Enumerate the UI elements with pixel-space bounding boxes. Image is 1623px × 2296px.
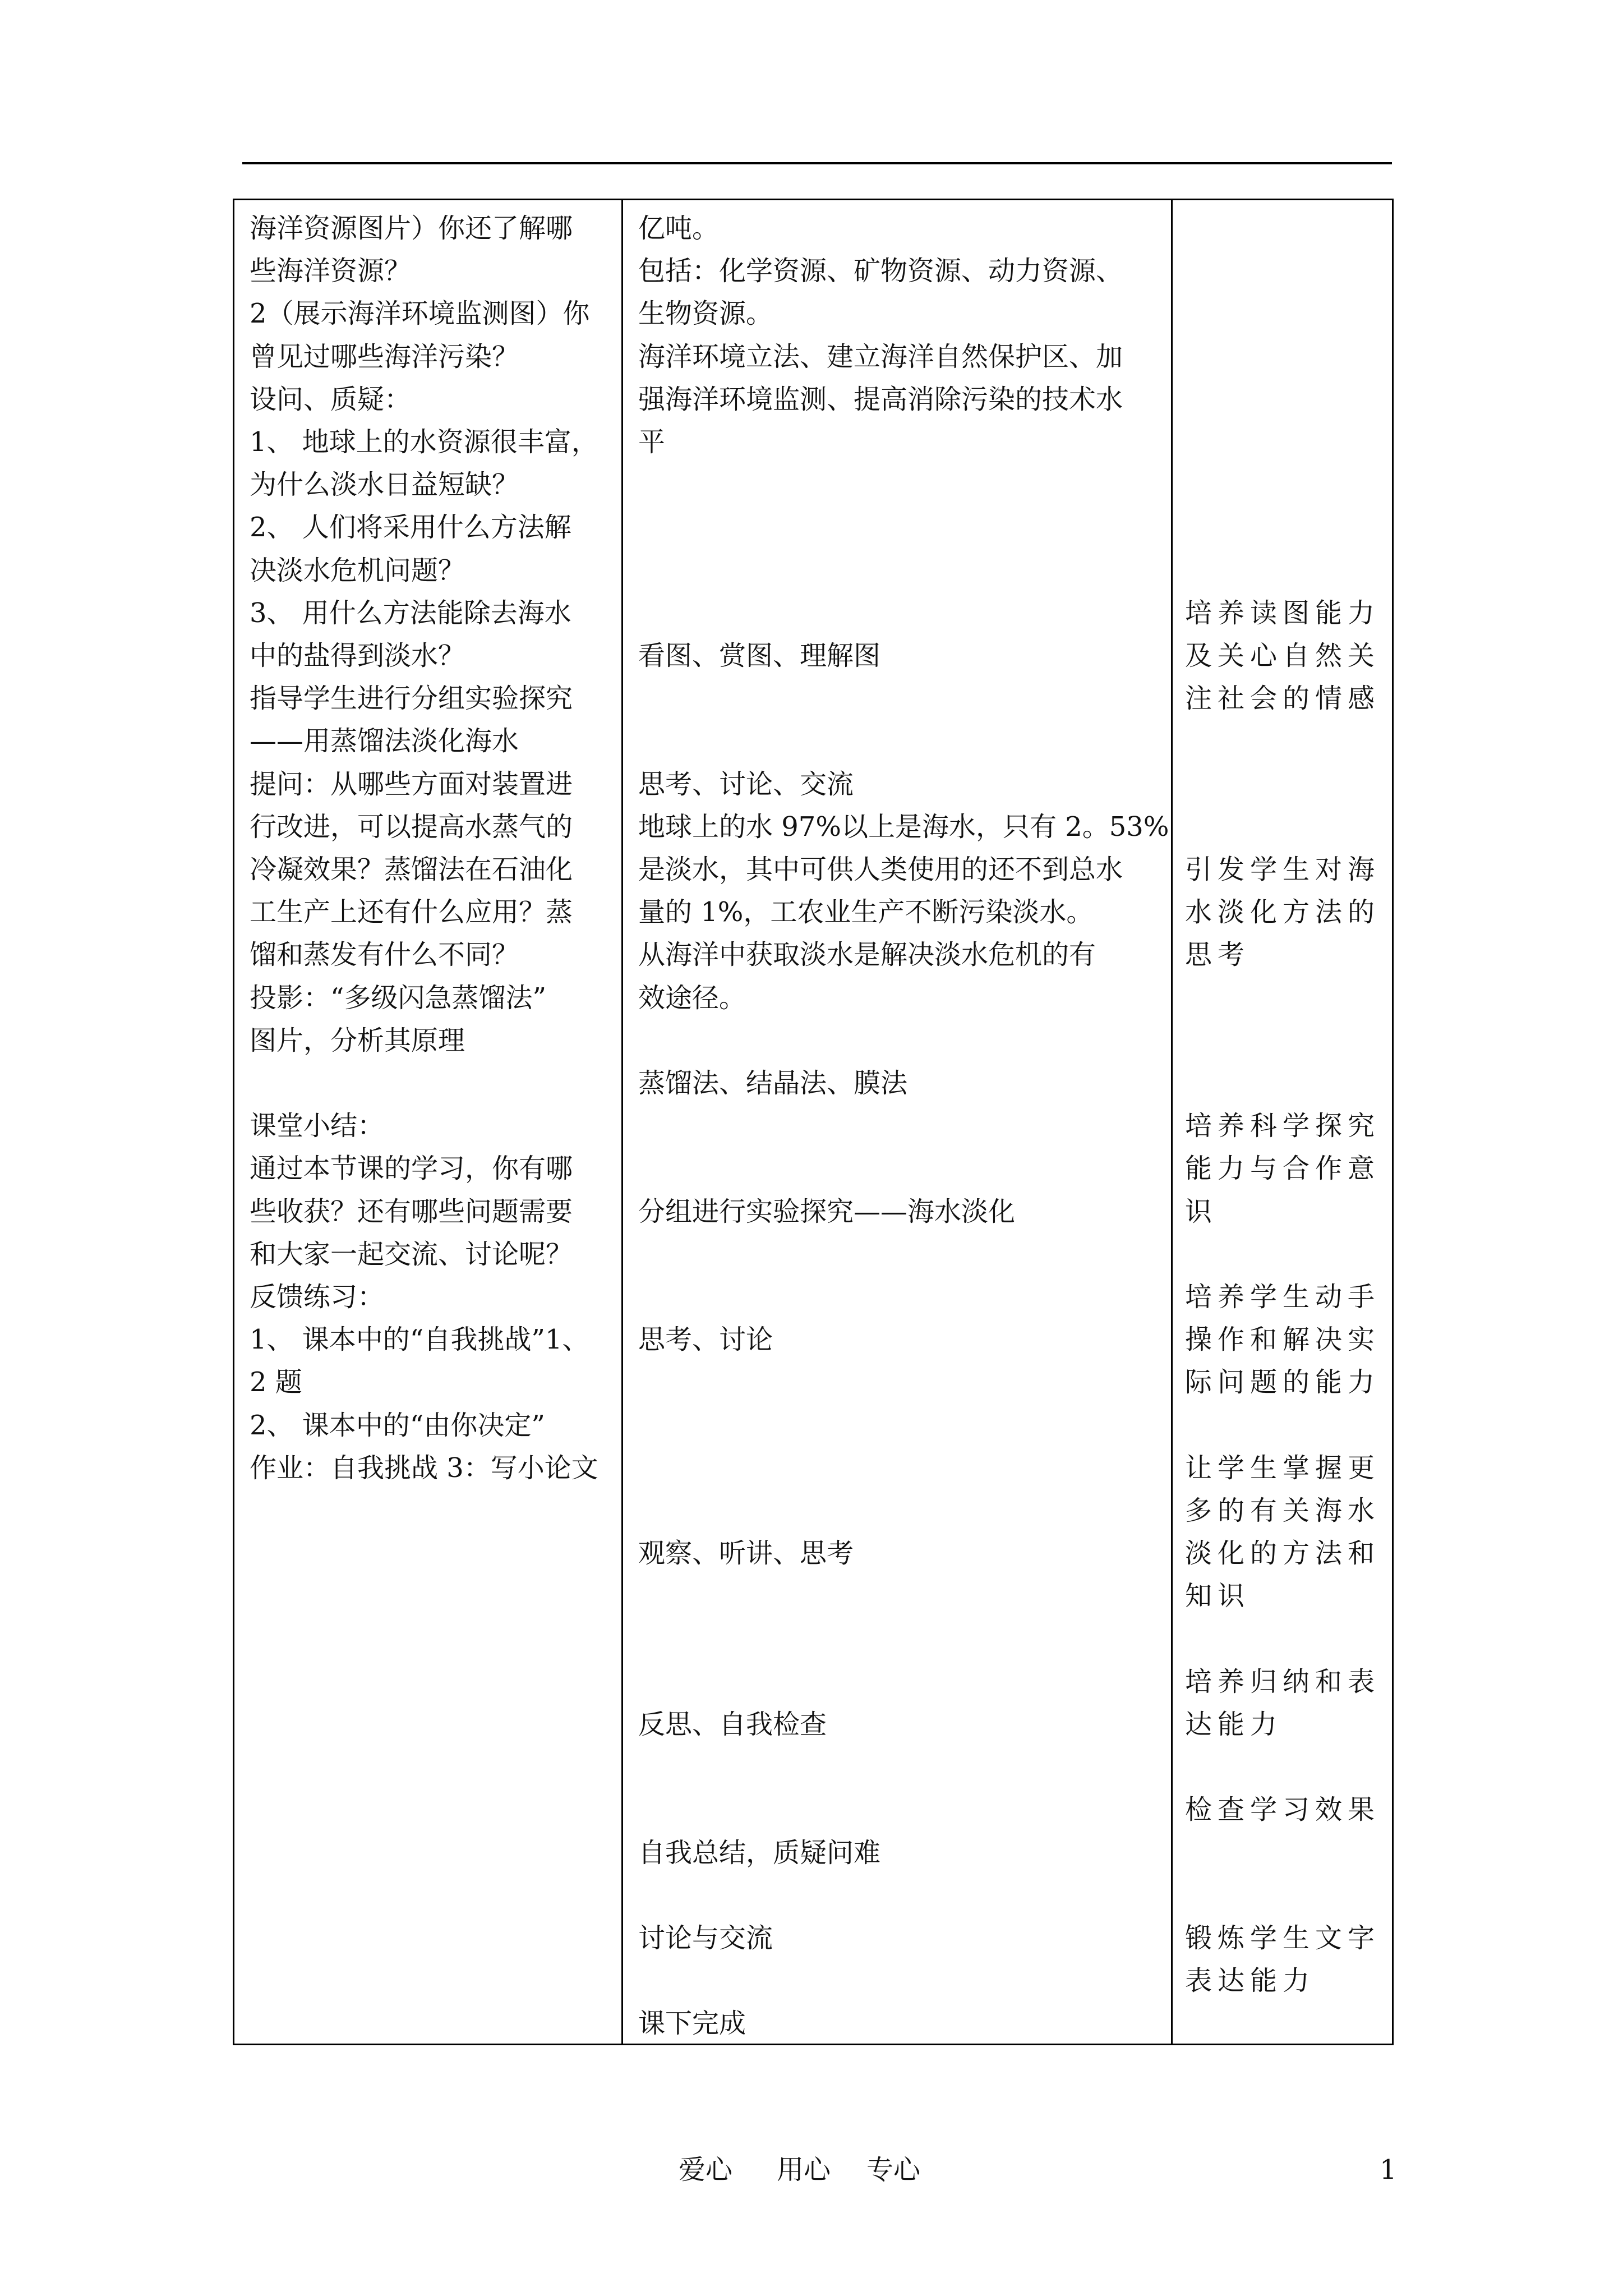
teacher-activity-line: 提问：从哪些方面对装置进 bbox=[250, 768, 573, 800]
design-intent-line: 识 bbox=[1185, 1195, 1218, 1227]
design-intent-line: 培养归纳和表 bbox=[1185, 1665, 1381, 1697]
teacher-activity-line: 3、 用什么方法能除去海水 bbox=[250, 597, 571, 629]
student-activity-line: 生物资源。 bbox=[638, 298, 773, 330]
footer-motto-2: 用心 bbox=[777, 2154, 831, 2185]
student-activity-line: 自我总结，质疑问难 bbox=[638, 1837, 881, 1869]
teacher-activity-line: 海洋资源图片）你还了解哪 bbox=[250, 213, 573, 244]
design-intent-line: 锻炼学生文字 bbox=[1185, 1922, 1381, 1954]
student-activity-line: 课下完成 bbox=[638, 2008, 746, 2040]
student-activity-line: 亿吨。 bbox=[638, 213, 720, 244]
design-intent-line: 知识 bbox=[1185, 1580, 1251, 1612]
design-intent-line: 达能力 bbox=[1185, 1709, 1283, 1740]
student-activity-line: 讨论与交流 bbox=[638, 1922, 773, 1954]
student-activity-line: 分组进行实验探究——海水淡化 bbox=[638, 1195, 1016, 1227]
design-intent-line: 及关心自然关 bbox=[1185, 640, 1381, 671]
teacher-activity-line: 曾见过哪些海洋污染？ bbox=[250, 341, 519, 372]
teacher-activity-line: 反馈练习： bbox=[250, 1281, 385, 1313]
student-activity-line: 从海洋中获取淡水是解决淡水危机的有 bbox=[638, 939, 1096, 971]
teacher-activity-line: 工生产上还有什么应用？蒸 bbox=[250, 896, 573, 928]
student-activity-line: 看图、赏图、理解图 bbox=[638, 640, 881, 671]
teacher-activity-line: 2（展示海洋环境监测图）你 bbox=[250, 298, 590, 330]
design-intent-line: 水淡化方法的 bbox=[1185, 896, 1381, 928]
teacher-activity-line: 图片，分析其原理 bbox=[250, 1024, 465, 1056]
student-activity-line: 强海洋环境监测、提高消除污染的技术水 bbox=[638, 383, 1123, 415]
footer-motto-3: 专心 bbox=[866, 2154, 921, 2185]
teacher-activity-line: 设问、质疑： bbox=[250, 383, 412, 415]
student-activity-line: 包括：化学资源、矿物资源、动力资源、 bbox=[638, 255, 1123, 287]
teacher-activity-line: 1、 地球上的水资源很丰富， bbox=[250, 426, 598, 458]
teacher-activity-line: 行改进，可以提高水蒸气的 bbox=[250, 811, 573, 843]
teacher-activity-column bbox=[250, 200, 608, 2044]
teacher-activity-line: 些海洋资源？ bbox=[250, 255, 412, 287]
student-activity-line: 观察、听讲、思考 bbox=[638, 1538, 854, 1570]
design-intent-line: 引发学生对海 bbox=[1185, 854, 1381, 885]
teacher-activity-line: 投影：“多级闪急蒸馏法” bbox=[250, 982, 547, 1014]
design-intent-line: 淡化的方法和 bbox=[1185, 1538, 1381, 1570]
header-rule bbox=[242, 162, 1392, 164]
teacher-activity-line: 1、 课本中的“自我挑战”1、 bbox=[250, 1324, 589, 1356]
student-activity-line: 思考、讨论 bbox=[638, 1324, 773, 1356]
design-intent-line: 检查学习效果 bbox=[1185, 1794, 1381, 1826]
design-intent-line: 能力与合作意 bbox=[1185, 1153, 1381, 1185]
student-activity-line: 蒸馏法、结晶法、膜法 bbox=[638, 1068, 908, 1099]
student-activity-line: 是淡水，其中可供人类使用的还不到总水 bbox=[638, 854, 1123, 885]
teacher-activity-line: 中的盐得到淡水？ bbox=[250, 640, 465, 671]
student-activity-line: 效途径。 bbox=[638, 982, 746, 1014]
teacher-activity-line: 些收获？还有哪些问题需要 bbox=[250, 1195, 573, 1227]
student-activity-line: 平 bbox=[638, 426, 666, 458]
teacher-activity-line: 决淡水危机问题？ bbox=[250, 554, 465, 586]
teacher-activity-line: 馏和蒸发有什么不同？ bbox=[250, 939, 519, 971]
design-intent-line: 际问题的能力 bbox=[1185, 1366, 1381, 1398]
design-intent-line: 培养科学探究 bbox=[1185, 1110, 1381, 1142]
footer-motto-1: 爱心 bbox=[679, 2154, 733, 2185]
design-intent-line: 表达能力 bbox=[1185, 1965, 1316, 1997]
design-intent-line: 培养读图能力 bbox=[1185, 597, 1381, 629]
teacher-activity-line: 指导学生进行分组实验探究 bbox=[250, 683, 573, 715]
design-intent-line: 培养学生动手 bbox=[1185, 1281, 1381, 1313]
design-intent-line: 让学生掌握更 bbox=[1185, 1452, 1381, 1484]
lesson-table bbox=[233, 199, 1394, 2045]
design-intent-column bbox=[1185, 200, 1387, 2044]
column-divider bbox=[1171, 200, 1173, 2044]
teacher-activity-line: 和大家一起交流、讨论呢？ bbox=[250, 1238, 573, 1270]
student-activity-line: 地球上的水 97%以上是海水，只有 2。53% bbox=[638, 811, 1169, 843]
design-intent-line: 多的有关海水 bbox=[1185, 1495, 1381, 1526]
teacher-activity-line: 通过本节课的学习，你有哪 bbox=[250, 1153, 573, 1185]
student-activity-line: 量的 1%，工农业生产不断污染淡水。 bbox=[638, 896, 1094, 928]
student-activity-column bbox=[638, 200, 1199, 2044]
teacher-activity-line: 为什么淡水日益短缺？ bbox=[250, 469, 519, 501]
page-number: 1 bbox=[1380, 2154, 1397, 2185]
student-activity-line: 反思、自我检查 bbox=[638, 1709, 827, 1740]
teacher-activity-line: 课堂小结： bbox=[250, 1110, 385, 1142]
teacher-activity-line: 2 题 bbox=[250, 1366, 302, 1398]
design-intent-line: 操作和解决实 bbox=[1185, 1324, 1381, 1356]
teacher-activity-line: 2、 课本中的“由你决定” bbox=[250, 1409, 545, 1441]
teacher-activity-line: 作业：自我挑战 3：写小论文 bbox=[250, 1452, 598, 1484]
teacher-activity-line: ——用蒸馏法淡化海水 bbox=[250, 725, 519, 757]
teacher-activity-line: 2、 人们将采用什么方法解 bbox=[250, 512, 571, 544]
teacher-activity-line: 冷凝效果？蒸馏法在石油化 bbox=[250, 854, 573, 885]
column-divider bbox=[621, 200, 623, 2044]
design-intent-line: 注社会的情感 bbox=[1185, 683, 1381, 715]
student-activity-line: 思考、讨论、交流 bbox=[638, 768, 854, 800]
student-activity-line: 海洋环境立法、建立海洋自然保护区、加 bbox=[638, 341, 1123, 372]
design-intent-line: 思考 bbox=[1185, 939, 1251, 971]
